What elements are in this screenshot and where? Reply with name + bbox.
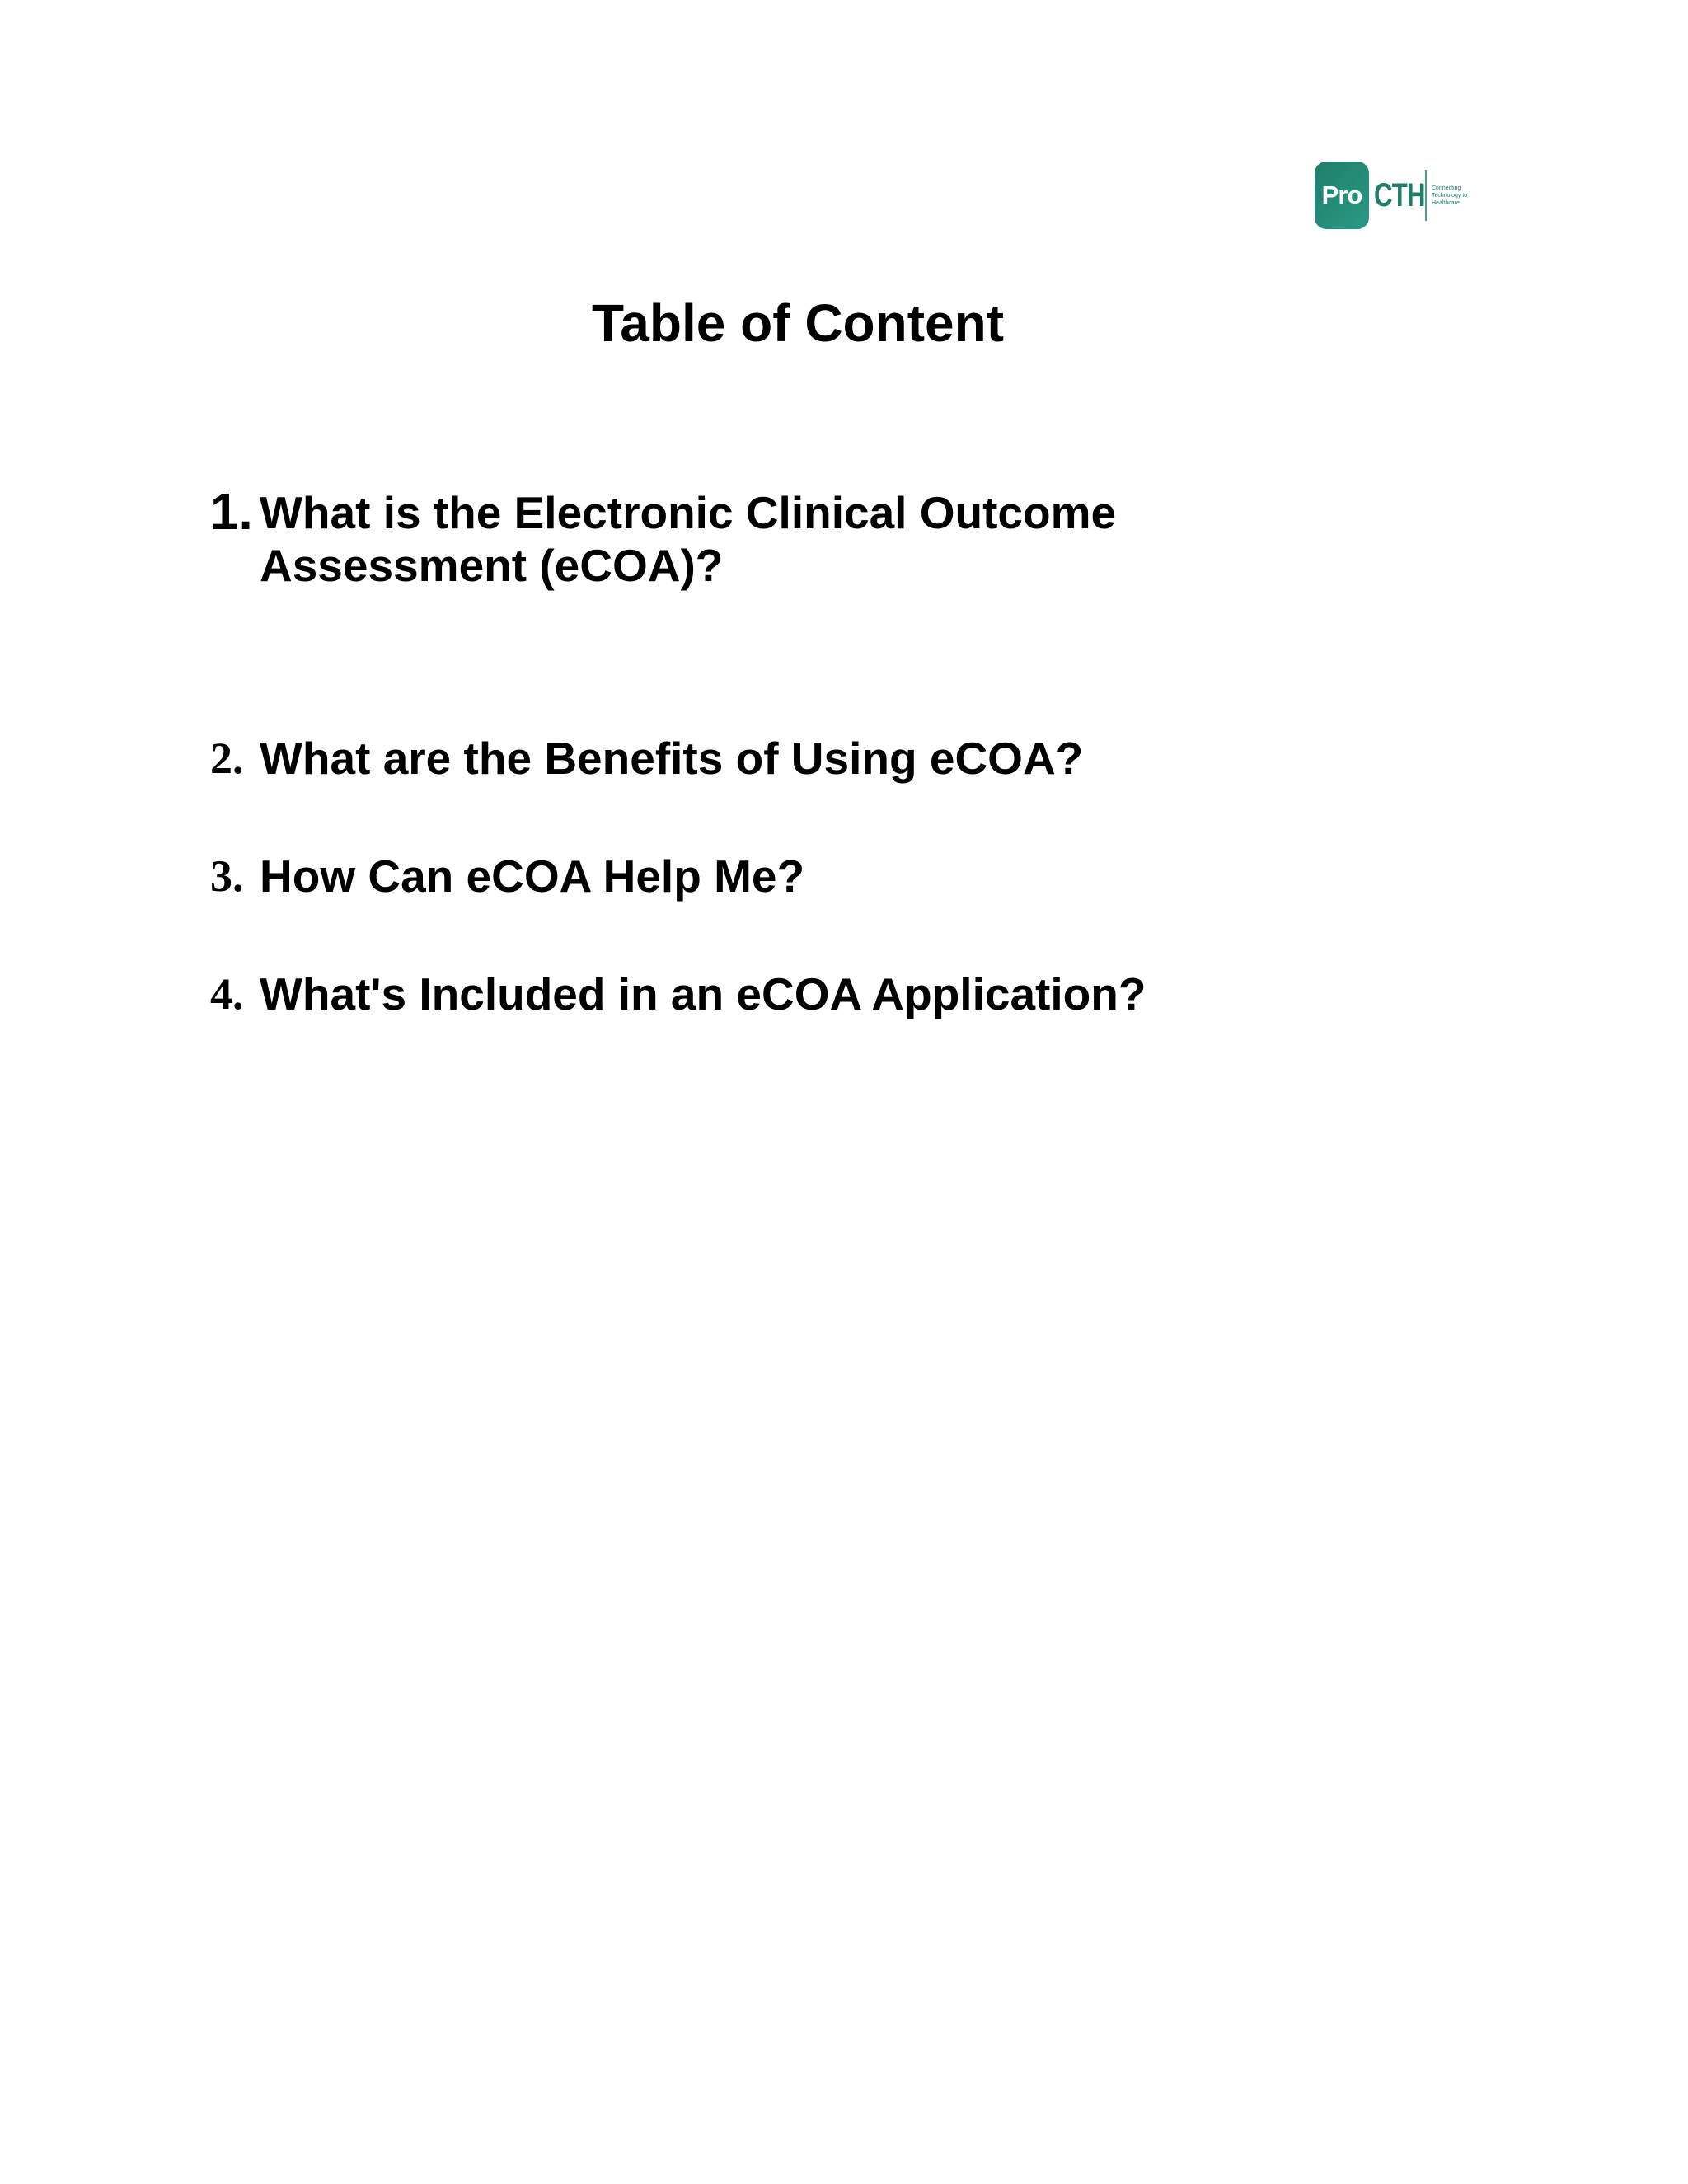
toc-item-1: [210, 486, 1298, 592]
logo-tagline-line: Connecting: [1432, 185, 1461, 191]
toc-text: What's Included in an eCOA Application?: [260, 968, 1146, 1019]
toc-item-2: [210, 732, 1331, 785]
logo-cth-text: CTH: [1374, 176, 1425, 213]
toc-item-4: [210, 968, 1331, 1020]
toc-number: 2.: [210, 733, 244, 783]
logo-tagline-line: Technology to: [1432, 192, 1468, 199]
toc-number: 1.: [210, 484, 253, 541]
logo-tagline: [1432, 185, 1467, 207]
page-title: Table of Content: [591, 293, 1005, 353]
logo-divider: [1425, 170, 1427, 221]
toc-text: What are the Benefits of Using eCOA?: [260, 733, 1084, 784]
logo-pro-badge: Pro: [1315, 162, 1369, 229]
toc-number: 3.: [210, 851, 244, 901]
procth-logo: [1315, 162, 1467, 229]
toc-text: How Can eCOA Help Me?: [260, 851, 805, 902]
toc-number: 4.: [210, 969, 244, 1019]
toc-item-3: [210, 850, 1331, 902]
toc-text: What is the Electronic Clinical Outcome Assessment (eCOA)?: [260, 487, 1117, 591]
logo-tagline-line: Healthcare: [1432, 199, 1460, 206]
